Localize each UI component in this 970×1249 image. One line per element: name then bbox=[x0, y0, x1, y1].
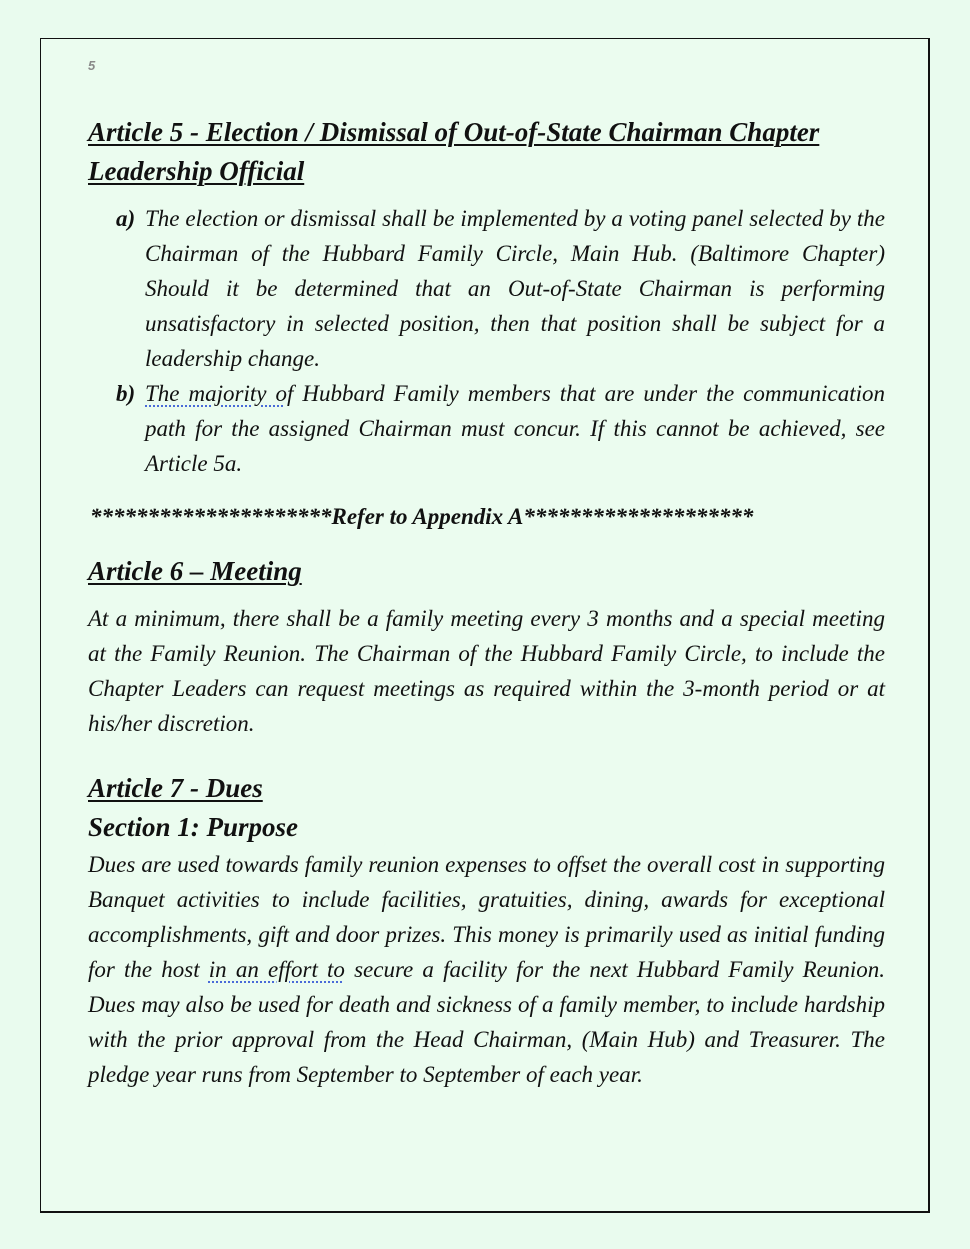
article-5-list bbox=[88, 201, 885, 481]
document-page bbox=[40, 38, 930, 1213]
list-item-text: Hubbard Family members that are under the communication path for the assigned Chairman must concur. If this cannot be achieved, see Article 5a. bbox=[145, 381, 885, 476]
article-6-heading: Article 6 – Meeting bbox=[88, 556, 302, 586]
list-item-text: The election or dismissal shall be implemented by a voting panel selected by the Chairman of the Hubbard Family Circle, Main Hub. (Baltimore Chapter) Should it be determined that an Out-of-State Chairman is performing unsatisfactory in selected position, then that position shall be subject for a leadership change. bbox=[145, 206, 885, 371]
article-6-body: At a minimum, there shall be a family meeting every 3 months and a special meeting at the Family Reunion. The Chairman of the Hubbard Family Circle, to include the Chapter Leaders can request meetings as required within the 3-month period or at his/her discretion. bbox=[88, 606, 885, 736]
article-6-section bbox=[88, 552, 885, 741]
list-item bbox=[116, 376, 885, 481]
page-content bbox=[88, 113, 885, 1092]
refer-appendix-line: *********************Refer to Appendix A******************** bbox=[90, 504, 754, 529]
article-7-body-text: Dues are used towards family reunion expenses to offset the overall cost in supporting Banquet activities to include facilities, gratuities, dining, awards for exceptional accomplishments, gift and door prizes. This money is primarily used as initial funding for the host bbox=[88, 852, 885, 982]
article-5-heading: Article 5 - Election / Dismissal of Out-of-State Chairman Chapter Leadership Official bbox=[88, 117, 820, 186]
page-number: 5 bbox=[88, 58, 96, 73]
list-marker: a) bbox=[116, 206, 136, 231]
section-1-heading: Section 1: Purpose bbox=[88, 812, 299, 842]
article-5-section bbox=[88, 113, 885, 481]
grammar-flag-underline[interactable]: in an effort to bbox=[208, 957, 345, 982]
article-7-body-text: secure a facility for the next Hubbard Family Reunion. Dues may also be used for death and sickness of a family member, to include hardship with the prior approval from the Head Chairman, (Main Hub) and Treasurer. The pledge year runs from September to September of each year. bbox=[88, 957, 885, 1087]
article-7-body bbox=[88, 847, 885, 1092]
article-7-section bbox=[88, 769, 885, 1092]
grammar-flag-underline[interactable]: The majority of bbox=[145, 381, 294, 406]
list-item bbox=[116, 201, 885, 376]
list-marker: b) bbox=[116, 381, 136, 406]
article-7-heading: Article 7 - Dues bbox=[88, 773, 263, 803]
